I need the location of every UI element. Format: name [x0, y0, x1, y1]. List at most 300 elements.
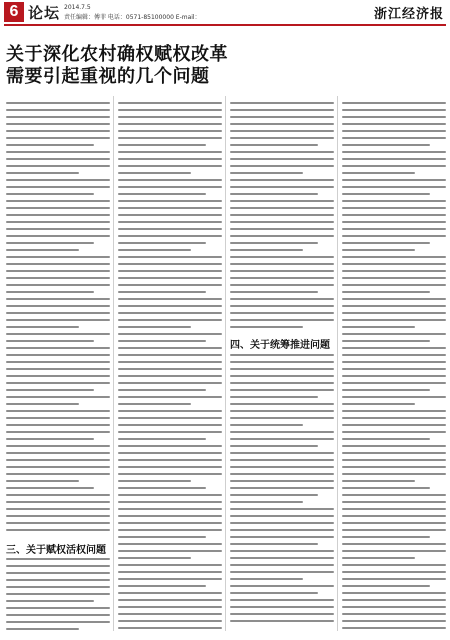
text-line	[230, 431, 334, 433]
text-line	[342, 207, 446, 209]
text-line	[118, 585, 206, 587]
text-line	[342, 221, 446, 223]
text-line	[6, 193, 94, 195]
text-line	[118, 263, 222, 265]
text-line	[6, 368, 110, 370]
text-line	[230, 249, 303, 251]
text-line	[230, 571, 334, 573]
text-line	[6, 256, 110, 258]
text-line	[230, 585, 334, 587]
text-line	[342, 193, 430, 195]
text-line	[342, 123, 446, 125]
body-text-block	[118, 102, 222, 634]
text-line	[342, 564, 446, 566]
text-line	[230, 550, 334, 552]
text-line	[230, 186, 334, 188]
text-line	[6, 628, 79, 630]
text-line	[118, 599, 222, 601]
text-line	[230, 193, 318, 195]
text-line	[342, 144, 430, 146]
text-line	[118, 613, 222, 615]
text-line	[118, 508, 222, 510]
text-line	[6, 600, 94, 602]
text-line	[6, 410, 110, 412]
text-line	[342, 333, 446, 335]
text-line	[118, 228, 222, 230]
text-line	[6, 319, 110, 321]
text-line	[230, 228, 334, 230]
text-line	[6, 403, 79, 405]
column-divider	[337, 96, 338, 631]
text-line	[342, 263, 446, 265]
text-line	[230, 298, 334, 300]
text-line	[342, 494, 446, 496]
masthead-divider	[4, 24, 446, 26]
text-line	[230, 312, 334, 314]
text-line	[230, 564, 334, 566]
text-line	[6, 522, 110, 524]
text-line	[342, 508, 446, 510]
text-line	[118, 347, 222, 349]
text-line	[342, 452, 446, 454]
text-line	[342, 179, 446, 181]
text-line	[342, 389, 430, 391]
text-line	[6, 382, 110, 384]
text-line	[6, 270, 110, 272]
text-line	[342, 375, 446, 377]
text-line	[230, 389, 334, 391]
text-line	[118, 305, 222, 307]
text-line	[118, 522, 222, 524]
text-line	[6, 326, 79, 328]
text-line	[118, 137, 222, 139]
headline-line-1: 关于深化农村确权赋权改革	[6, 44, 228, 65]
text-line	[230, 151, 334, 153]
text-line	[6, 242, 94, 244]
text-line	[342, 165, 446, 167]
text-line	[118, 130, 222, 132]
text-line	[118, 473, 222, 475]
text-line	[6, 572, 110, 574]
text-line	[118, 389, 206, 391]
text-line	[118, 158, 222, 160]
text-line	[230, 452, 334, 454]
text-line	[342, 382, 446, 384]
text-line	[342, 284, 446, 286]
text-line	[342, 319, 446, 321]
article-headline	[6, 44, 426, 88]
text-line	[230, 375, 334, 377]
text-line	[118, 214, 222, 216]
text-line	[6, 621, 110, 623]
headline-line-2: 需要引起重视的几个问题	[6, 66, 210, 87]
text-line	[6, 298, 110, 300]
text-line	[342, 137, 446, 139]
text-line	[342, 347, 446, 349]
text-line	[6, 340, 94, 342]
text-line	[230, 410, 334, 412]
text-line	[342, 396, 446, 398]
text-line	[230, 613, 334, 615]
text-line	[6, 249, 79, 251]
text-line	[230, 368, 334, 370]
text-line	[6, 186, 110, 188]
text-line	[6, 438, 94, 440]
text-line	[342, 627, 446, 629]
text-line	[118, 410, 222, 412]
text-line	[118, 466, 222, 468]
column-divider	[113, 96, 114, 631]
text-line	[230, 508, 334, 510]
text-line	[6, 565, 110, 567]
text-line	[230, 620, 334, 622]
text-line	[230, 102, 334, 104]
text-line	[342, 151, 446, 153]
text-line	[6, 529, 110, 531]
text-line	[118, 221, 222, 223]
body-text-block	[230, 102, 334, 333]
text-line	[118, 592, 222, 594]
text-line	[118, 368, 222, 370]
text-line	[118, 606, 222, 608]
text-line	[230, 263, 334, 265]
text-line	[118, 578, 222, 580]
text-line	[118, 326, 191, 328]
text-line	[6, 452, 110, 454]
text-line	[118, 487, 206, 489]
text-line	[6, 221, 110, 223]
text-line	[118, 403, 191, 405]
section-title: 论坛	[28, 4, 61, 22]
text-line	[6, 165, 110, 167]
text-line	[230, 417, 334, 419]
text-line	[342, 312, 446, 314]
text-line	[342, 340, 430, 342]
text-line	[6, 361, 110, 363]
editor-contact: 责任编辑：傅菲 电话：0571-85100000 E-mail：	[64, 14, 201, 21]
text-line	[342, 256, 446, 258]
text-line	[342, 431, 446, 433]
text-line	[342, 599, 446, 601]
text-line	[6, 277, 110, 279]
text-line	[230, 543, 318, 545]
text-line	[118, 312, 222, 314]
text-line	[6, 431, 110, 433]
text-line	[342, 459, 446, 461]
body-text-block	[342, 102, 446, 634]
text-line	[342, 522, 446, 524]
text-line	[6, 494, 110, 496]
text-line	[342, 578, 446, 580]
text-line	[6, 614, 110, 616]
text-line	[230, 207, 334, 209]
text-line	[342, 235, 446, 237]
text-line	[230, 242, 318, 244]
text-line	[118, 396, 222, 398]
body-text-block	[6, 102, 110, 536]
text-line	[6, 172, 79, 174]
text-line	[118, 116, 222, 118]
text-line	[342, 536, 430, 538]
text-line	[342, 109, 446, 111]
text-line	[6, 459, 110, 461]
text-line	[230, 557, 334, 559]
text-line	[342, 172, 415, 174]
text-line	[230, 494, 318, 496]
text-line	[118, 431, 222, 433]
text-line	[118, 564, 222, 566]
text-line	[118, 151, 222, 153]
text-line	[118, 501, 222, 503]
text-line	[230, 599, 334, 601]
text-line	[342, 571, 446, 573]
text-line	[230, 137, 334, 139]
text-line	[342, 417, 446, 419]
text-line	[118, 242, 206, 244]
text-line	[6, 607, 110, 609]
text-line	[6, 137, 110, 139]
text-line	[342, 466, 446, 468]
text-line	[118, 452, 222, 454]
text-line	[342, 592, 446, 594]
text-line	[342, 186, 446, 188]
text-line	[342, 361, 446, 363]
text-line	[118, 319, 222, 321]
text-line	[230, 305, 334, 307]
text-line	[230, 606, 334, 608]
text-line	[118, 102, 222, 104]
text-line	[230, 144, 318, 146]
text-line	[118, 494, 222, 496]
text-line	[6, 445, 110, 447]
text-line	[230, 466, 334, 468]
text-line	[230, 270, 334, 272]
text-line	[6, 207, 110, 209]
text-line	[342, 620, 446, 622]
text-line	[230, 109, 334, 111]
text-line	[6, 487, 94, 489]
text-line	[342, 613, 446, 615]
text-line	[118, 445, 222, 447]
text-line	[118, 298, 222, 300]
text-line	[230, 529, 334, 531]
text-line	[118, 354, 222, 356]
newspaper-name: 浙江经济报	[373, 7, 444, 22]
text-line	[6, 473, 110, 475]
text-line	[6, 312, 110, 314]
text-line	[230, 522, 334, 524]
text-line	[6, 375, 110, 377]
text-line	[230, 501, 303, 503]
text-line	[118, 193, 206, 195]
text-line	[342, 368, 446, 370]
issue-date: 2014.7.5	[64, 4, 91, 11]
text-line	[6, 508, 110, 510]
text-line	[230, 277, 334, 279]
text-line	[6, 144, 94, 146]
text-line	[6, 389, 94, 391]
text-line	[118, 515, 222, 517]
text-line	[118, 291, 206, 293]
text-line	[6, 109, 110, 111]
text-line	[6, 158, 110, 160]
text-line	[342, 606, 446, 608]
text-line	[342, 515, 446, 517]
text-line	[342, 228, 446, 230]
text-line	[342, 403, 415, 405]
text-line	[118, 417, 222, 419]
text-line	[230, 382, 334, 384]
text-line	[230, 445, 318, 447]
text-line	[230, 284, 334, 286]
text-line	[342, 557, 415, 559]
text-line	[342, 242, 430, 244]
text-line	[230, 235, 334, 237]
text-line	[118, 284, 222, 286]
text-line	[118, 179, 222, 181]
section-heading: 三、关于赋权活权问题	[6, 545, 106, 556]
text-line	[118, 340, 206, 342]
text-line	[6, 354, 110, 356]
text-line	[118, 480, 191, 482]
text-line	[6, 501, 110, 503]
text-line	[342, 291, 430, 293]
text-line	[118, 529, 222, 531]
text-line	[342, 550, 446, 552]
text-line	[6, 228, 110, 230]
text-line	[342, 410, 446, 412]
text-line	[6, 515, 110, 517]
text-line	[230, 403, 334, 405]
text-line	[230, 396, 318, 398]
text-line	[6, 347, 110, 349]
text-line	[118, 627, 222, 629]
text-line	[6, 200, 110, 202]
text-line	[230, 291, 318, 293]
text-line	[118, 571, 222, 573]
text-line	[342, 305, 446, 307]
text-line	[6, 466, 110, 468]
text-line	[230, 361, 334, 363]
masthead	[0, 0, 450, 26]
text-line	[230, 130, 334, 132]
text-line	[342, 270, 446, 272]
text-line	[6, 305, 110, 307]
text-line	[342, 116, 446, 118]
text-line	[118, 543, 222, 545]
text-line	[6, 235, 110, 237]
section-heading: 四、关于统筹推进问题	[230, 340, 330, 351]
text-line	[6, 417, 110, 419]
text-line	[118, 424, 222, 426]
text-line	[118, 557, 191, 559]
text-line	[342, 438, 430, 440]
text-line	[230, 424, 303, 426]
text-line	[6, 123, 110, 125]
text-line	[6, 179, 110, 181]
text-line	[230, 354, 334, 356]
text-line	[118, 438, 206, 440]
text-line	[118, 235, 222, 237]
text-line	[6, 284, 110, 286]
text-line	[6, 291, 94, 293]
text-line	[6, 558, 110, 560]
text-line	[6, 151, 110, 153]
text-line	[230, 165, 334, 167]
text-line	[342, 200, 446, 202]
text-line	[6, 579, 110, 581]
text-line	[230, 319, 334, 321]
text-line	[342, 158, 446, 160]
text-line	[230, 172, 303, 174]
text-line	[342, 354, 446, 356]
text-line	[342, 277, 446, 279]
text-line	[118, 333, 222, 335]
text-line	[230, 214, 334, 216]
text-line	[342, 298, 446, 300]
text-line	[118, 459, 222, 461]
text-line	[342, 102, 446, 104]
text-line	[230, 221, 334, 223]
text-line	[6, 586, 110, 588]
text-line	[118, 207, 222, 209]
text-line	[230, 480, 334, 482]
text-line	[342, 487, 430, 489]
text-line	[118, 109, 222, 111]
text-line	[118, 270, 222, 272]
text-line	[342, 473, 446, 475]
text-line	[118, 536, 206, 538]
text-line	[6, 396, 110, 398]
text-line	[118, 256, 222, 258]
text-line	[342, 529, 446, 531]
text-line	[6, 130, 110, 132]
text-line	[6, 480, 79, 482]
text-line	[118, 361, 222, 363]
text-line	[118, 277, 222, 279]
text-line	[342, 480, 415, 482]
text-line	[230, 487, 334, 489]
text-line	[342, 130, 446, 132]
text-line	[230, 473, 334, 475]
text-line	[6, 593, 110, 595]
text-line	[6, 424, 110, 426]
text-line	[6, 263, 110, 265]
text-line	[230, 200, 334, 202]
text-line	[230, 515, 334, 517]
text-line	[230, 158, 334, 160]
column-divider	[225, 96, 226, 631]
body-text-block	[230, 354, 334, 627]
text-line	[230, 326, 303, 328]
text-line	[118, 249, 191, 251]
text-line	[118, 123, 222, 125]
text-line	[230, 256, 334, 258]
text-line	[118, 375, 222, 377]
text-line	[342, 249, 415, 251]
text-line	[342, 501, 446, 503]
text-line	[230, 123, 334, 125]
text-line	[6, 214, 110, 216]
text-line	[118, 144, 206, 146]
body-text-block	[6, 558, 110, 635]
text-line	[230, 536, 334, 538]
text-line	[6, 116, 110, 118]
text-line	[118, 165, 222, 167]
text-line	[230, 459, 334, 461]
text-line	[118, 172, 191, 174]
text-line	[230, 179, 334, 181]
